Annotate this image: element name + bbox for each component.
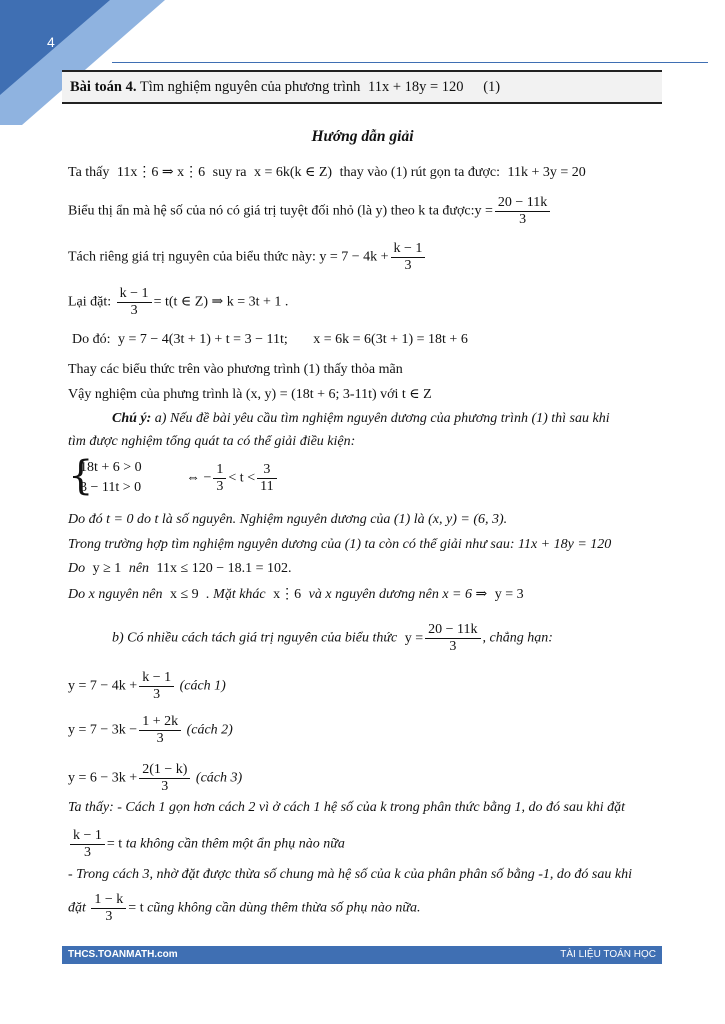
solution-line-10 — [68, 560, 292, 578]
math: y = — [404, 630, 424, 646]
text: a) Nếu đề bài yêu cầu tìm nghiệm nguyên dương của phương trình (1) thì sau khi — [154, 411, 610, 426]
math: x = 6k = 6(3t + 1) = 18t + 6 — [313, 332, 468, 347]
math: = t(t ∈ Z) ⇒ k = 3t + 1 . — [153, 294, 289, 310]
text: Ta thấy — [68, 165, 110, 180]
solution-line-8: Do đó t = 0 do t là số nguyên. Nghiệm nguyên dương của (1) là (x, y) = (6, 3). — [68, 512, 508, 527]
method-1 — [68, 670, 226, 703]
math: y = 7 − 4(3t + 1) + t = 3 − 11t; — [118, 332, 288, 347]
problem-equation: 11x + 18y = 120 — [367, 79, 464, 95]
fraction: $\frac{2(1 - k)}{3}$ — [139, 762, 190, 795]
fraction: $\frac{k - 1}{3}$ — [139, 670, 174, 703]
math: y = 7 − 4k + — [319, 249, 389, 265]
solution-line-5 — [72, 331, 468, 349]
text: suy ra — [212, 165, 247, 180]
math: x⋮6 — [273, 587, 302, 602]
problem-tag: (1) — [483, 79, 501, 95]
fraction: $\frac{k - 1}{3}$ — [391, 241, 426, 274]
solution-line-6: Thay các biểu thức trên vào phương trình (1) thấy thỏa mãn — [68, 362, 403, 377]
math: y = 6 − 3k + — [68, 770, 138, 786]
text: Do x nguyên nên — [68, 587, 163, 602]
math: y = 7 − 3k − — [68, 722, 138, 738]
text: thay vào (1) rút gọn ta được: — [339, 165, 500, 180]
remark-line-2 — [68, 828, 345, 861]
method-tag: (cách 2) — [186, 722, 233, 738]
remark-line-4 — [68, 892, 421, 925]
footer-website: THCS.TOANMATH.com — [68, 949, 178, 960]
solution-line-2 — [68, 195, 552, 228]
math: y = 3 — [494, 587, 524, 602]
note-line-1 — [112, 410, 610, 428]
system-row-1: 18t + 6 > 0 — [80, 460, 142, 475]
text: đặt — [68, 900, 86, 916]
math: < t < — [228, 470, 256, 486]
math: x ≤ 9 — [169, 587, 199, 602]
footer-bar — [62, 946, 662, 964]
math: y = 7 − 4k + — [68, 678, 138, 694]
solution-heading: Hướng dẫn giải — [311, 128, 414, 145]
solution-line-3 — [68, 241, 427, 274]
text: Do đó: — [72, 332, 111, 347]
fraction: $\frac{1 + 2k}{3}$ — [139, 714, 181, 747]
remark-line-1: Ta thấy: - Cách 1 gọn hơn cách 2 vì ở cách 1 hệ số của k trong phân thức bằng 1, do đó sau khi đặt — [68, 800, 625, 815]
fraction: $\frac{k - 1}{3}$ — [117, 286, 152, 319]
text: Tách riêng giá trị nguyên của biểu thức này: — [68, 249, 316, 265]
note-label: Chú ý: — [112, 411, 152, 426]
text: ta không cần thêm một ẩn phụ nào nữa — [125, 836, 345, 852]
page-number: 4 — [47, 34, 55, 50]
solution-line-9: Trong trường hợp tìm nghiệm nguyên dương của (1) ta còn có thể giải như sau: 11x + 18y = 120 — [68, 537, 612, 552]
math: = t — [128, 900, 144, 916]
solution-line-1 — [68, 164, 586, 182]
problem-statement — [62, 70, 662, 104]
remark-line-3: - Trong cách 3, nhờ đặt được thừa số chung mà hệ số của k của phân phân số bằng -1, do đó sau khi — [68, 867, 632, 882]
system-solution — [186, 462, 279, 495]
text: và x nguyên dương nên x = 6 ⇒ — [308, 587, 488, 602]
text: b) Có nhiều cách tách giá trị nguyên của biểu thức — [112, 630, 398, 646]
math: x = 6k(k ∈ Z) — [253, 165, 333, 180]
math: y ≥ 1 — [92, 561, 122, 576]
text: Biểu thị ẩn mà hệ số của nó có giá trị tuyệt đối nhỏ (là y) theo k ta được: — [68, 203, 475, 219]
method-3 — [68, 762, 242, 795]
math: = t — [106, 836, 123, 852]
text: Do — [68, 561, 86, 576]
system-rows — [80, 458, 142, 498]
system-row-2: 3 − 11t > 0 — [80, 480, 142, 495]
footer-title: TÀI LIỆU TOÁN HỌC — [560, 949, 656, 960]
fraction: $\frac{1 - k}{3}$ — [91, 892, 126, 925]
fraction: $\frac{1}{3}$ — [213, 462, 226, 495]
fraction: $\frac{3}{11}$ — [257, 462, 276, 495]
math: y = — [474, 203, 493, 219]
text: nên — [128, 561, 150, 576]
text: cũng không cần dùng thêm thừa số phụ nào nữa. — [147, 900, 421, 916]
text: Lại đặt: — [68, 294, 112, 310]
method-2 — [68, 714, 233, 747]
math: 11x⋮6 ⇒ x⋮6 — [116, 165, 206, 180]
fraction: $\frac{20 - 11k}{3}$ — [495, 195, 550, 228]
method-tag: (cách 1) — [179, 678, 226, 694]
problem-label: Bài toán 4. — [70, 79, 137, 95]
part-b-line — [112, 622, 553, 655]
math: 11k + 3y = 20 — [507, 165, 586, 180]
solution-line-11 — [68, 586, 524, 604]
note-line-2: tìm được nghiệm tổng quát ta có thể giải điều kiện: — [68, 434, 356, 449]
solution-line-4 — [68, 286, 288, 319]
solution-line-7: Vậy nghiệm của phưng trình là (x, y) = (18t + 6; 3-11t) với t ∈ Z — [68, 387, 432, 402]
method-tag: (cách 3) — [195, 770, 243, 786]
math: 11x ≤ 120 − 18.1 = 102. — [156, 561, 292, 576]
problem-text: Tìm nghiệm nguyên của phương trình — [139, 79, 361, 95]
fraction: $\frac{k - 1}{3}$ — [70, 828, 105, 861]
text: . Mặt khác — [206, 587, 266, 602]
text: , chẳng hạn: — [482, 630, 553, 646]
fraction: $\frac{20 - 11k}{3}$ — [425, 622, 480, 655]
math: ⇔ − — [186, 470, 212, 486]
header-rule — [112, 62, 708, 63]
brace: { — [68, 453, 94, 499]
